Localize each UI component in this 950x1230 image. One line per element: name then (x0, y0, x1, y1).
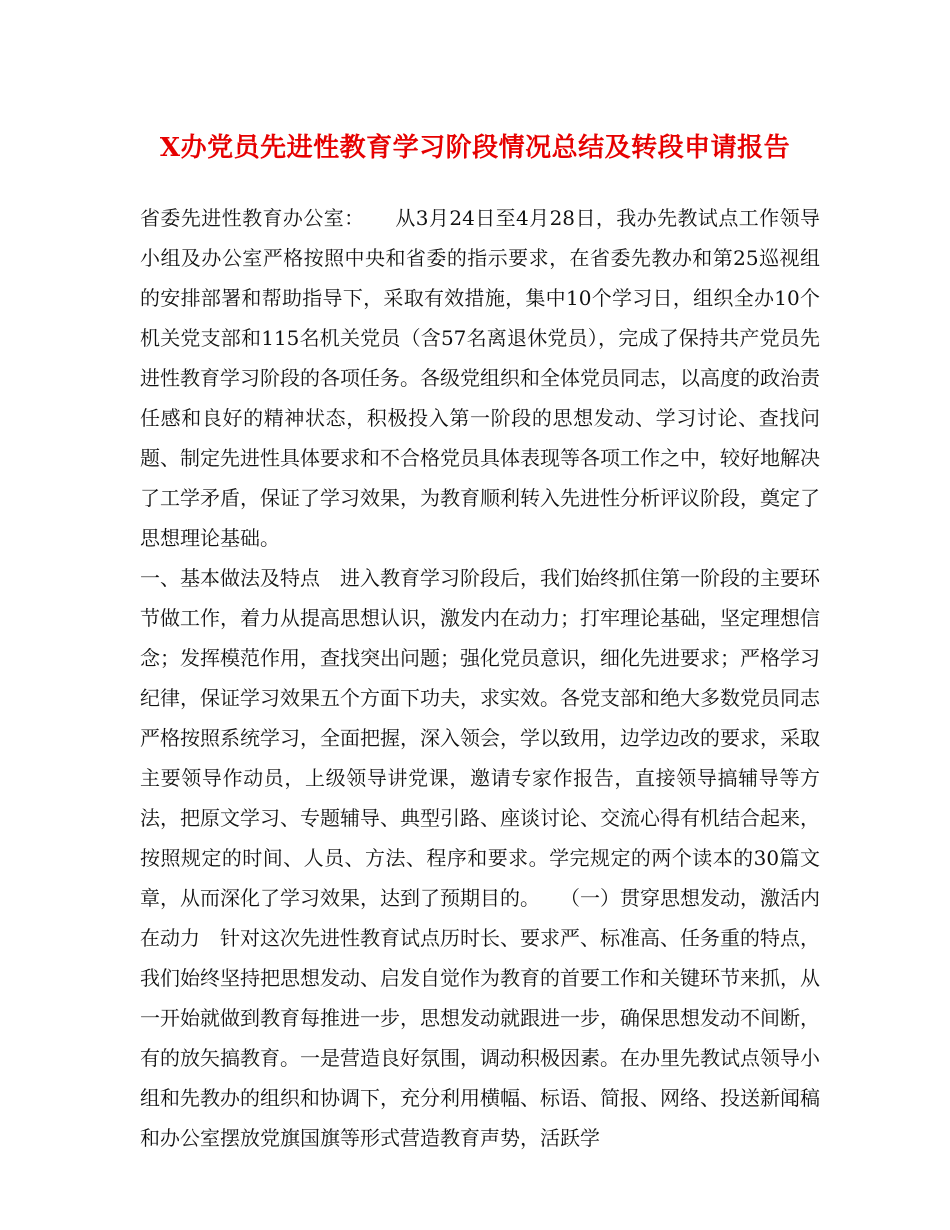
document-body (140, 198, 820, 1158)
body-paragraph-intro: 省委先进性教育办公室： 从3月24日至4月28日，我办先教试点工作领导小组及办公室严格按照中央和省委的指示要求，在省委先教办和第25巡视组的安排部署和帮助指导下，采取有效措施，集中10个学习日，组织全办10个机关党支部和115名机关党员（含57名离退休党员），完成了保持共产党员先进性教育学习阶段的各项任务。各级党组织和全体党员同志，以高度的政治责任感和良好的精神状态，积极投入第一阶段的思想发动、学习讨论、查找问题、制定先进性具体要求和不合格党员具体表现等各项工作之中，较好地解决了工学矛盾，保证了学习效果，为教育顺利转入先进性分析评议阶段，奠定了思想理论基础。 (140, 206, 820, 550)
body-paragraph-section-one: 一、基本做法及特点 进入教育学习阶段后，我们始终抓住第一阶段的主要环节做工作，着力从提高思想认识，激发内在动力；打牢理论基础，坚定理想信念；发挥模范作用，查找突出问题；强化党员意识，细化先进要求；严格学习纪律，保证学习效果五个方面下功夫，求实效。各党支部和绝大多数党员同志严格按照系统学习，全面把握，深入领会，学以致用，边学边改的要求，采取主要领导作动员，上级领导讲党课，邀请专家作报告，直接领导搞辅导等方法，把原文学习、专题辅导、典型引路、座谈讨论、交流心得有机结合起来，按照规定的时间、人员、方法、程序和要求。学完规定的两个读本的30篇文章，从而深化了学习效果，达到了预期目的。 （一）贯穿思想发动，激活内在动力 针对这次先进性教育试点历时长、要求严、标准高、任务重的特点，我们始终坚持把思想发动、启发自觉作为教育的首要工作和关键环节来抓，从一开始就做到教育每推进一步，思想发动就跟进一步，确保思想发动不间断，有的放矢搞教育。一是营造良好氛围，调动积极因素。在办里先教试点领导小组和先教办的组织和协调下，充分利用横幅、标语、简报、网络、投送新闻稿和办公室摆放党旗国旗等形式营造教育声势，活跃学 (140, 566, 820, 1150)
document-title: X办党员先进性教育学习阶段情况总结及转段申请报告 (159, 133, 791, 163)
